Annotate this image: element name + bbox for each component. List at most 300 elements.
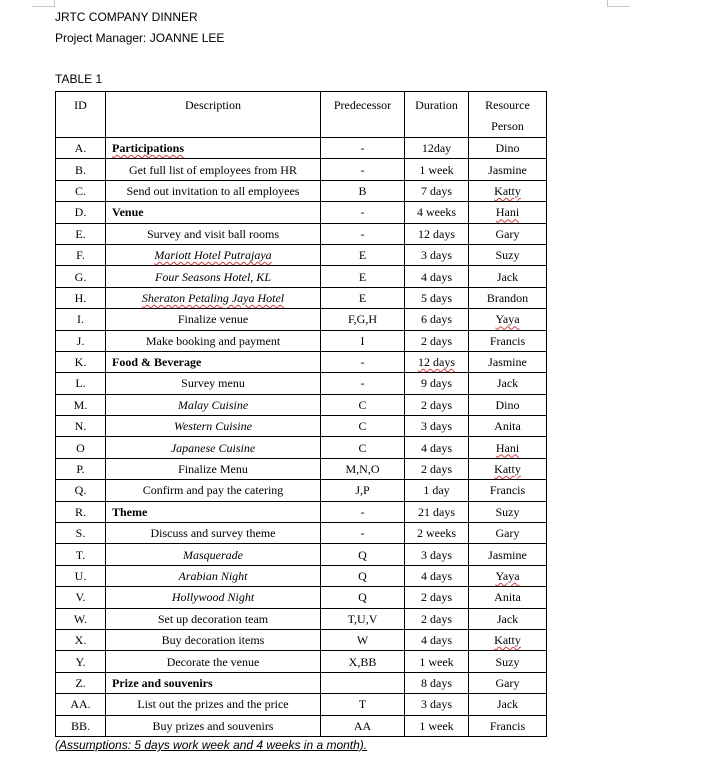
cell-description-text: Sheraton Petaling Jaya Hotel — [141, 290, 285, 305]
cell-resource-person — [469, 458, 547, 479]
cell-id-text: I. — [77, 312, 84, 327]
cell-duration — [405, 544, 469, 565]
cell-duration-text: 3 days — [421, 419, 452, 434]
col-header-description: Description — [106, 92, 321, 138]
schedule-table — [55, 91, 547, 737]
cell-predecessor-text: F,G,H — [347, 312, 378, 327]
cell-duration-text: 1 week — [419, 654, 454, 669]
cell-description — [106, 287, 321, 308]
cell-duration — [405, 244, 469, 265]
cell-predecessor — [321, 309, 405, 330]
cell-resource-person — [469, 202, 547, 223]
cell-description — [106, 202, 321, 223]
cell-resource-person-text: Yaya — [495, 312, 520, 327]
cell-id — [56, 180, 106, 201]
cell-duration — [405, 565, 469, 586]
cell-duration — [405, 715, 469, 736]
cell-duration-text: 7 days — [421, 183, 452, 198]
cell-predecessor-text: W — [356, 633, 369, 648]
cell-predecessor-text: E — [358, 269, 367, 284]
cell-resource-person-text: Hani — [495, 205, 520, 220]
cell-id — [56, 629, 106, 650]
cell-predecessor — [321, 587, 405, 608]
page-corner-mark-left — [32, 0, 55, 7]
cell-predecessor — [321, 458, 405, 479]
cell-predecessor — [321, 223, 405, 244]
cell-id-text: C. — [74, 183, 86, 198]
cell-description — [106, 672, 321, 693]
cell-description-text: Survey and visit ball rooms — [147, 226, 279, 241]
cell-duration — [405, 394, 469, 415]
cell-id — [56, 373, 106, 394]
cell-id — [56, 266, 106, 287]
cell-id — [56, 416, 106, 437]
table-row — [56, 651, 547, 672]
cell-description-text: Masquerade — [183, 547, 243, 562]
cell-description — [106, 480, 321, 501]
cell-id-text: D. — [74, 205, 87, 220]
cell-description — [106, 180, 321, 201]
cell-resource-person — [469, 480, 547, 501]
cell-description-text: Buy decoration items — [161, 633, 265, 648]
cell-duration-text: 8 days — [421, 675, 452, 690]
cell-duration-text: 12day — [421, 141, 452, 156]
cell-duration-text: 2 days — [421, 333, 452, 348]
cell-resource-person — [469, 715, 547, 736]
cell-duration-text: 2 days — [421, 611, 452, 626]
cell-id-text: P. — [76, 462, 85, 477]
cell-id — [56, 480, 106, 501]
cell-id-text: A. — [74, 141, 87, 156]
cell-description-text: Send out invitation to all employees — [126, 183, 300, 198]
cell-duration-text: 1 day — [423, 483, 450, 498]
cell-predecessor-text: E — [358, 290, 367, 305]
table-row — [56, 694, 547, 715]
cell-resource-person-text: Brandon — [486, 290, 529, 305]
cell-resource-person-text: Katty — [494, 633, 521, 648]
cell-resource-person-text: Jack — [496, 611, 519, 626]
cell-resource-person — [469, 501, 547, 522]
cell-description — [106, 458, 321, 479]
cell-duration — [405, 373, 469, 394]
cell-resource-person — [469, 694, 547, 715]
cell-description-text: Buy prizes and souvenirs — [152, 718, 274, 733]
cell-id — [56, 523, 106, 544]
table-row — [56, 373, 547, 394]
cell-predecessor-text: - — [360, 376, 365, 391]
cell-id — [56, 159, 106, 180]
cell-description-text: Finalize venue — [177, 312, 249, 327]
cell-description-text: Japanese Cuisine — [170, 440, 256, 455]
cell-duration — [405, 159, 469, 180]
cell-predecessor-text: AA — [353, 718, 372, 733]
cell-predecessor-text: X,BB — [348, 654, 377, 669]
cell-id — [56, 715, 106, 736]
cell-resource-person — [469, 223, 547, 244]
table-row — [56, 416, 547, 437]
cell-resource-person-text: Gary — [495, 675, 520, 690]
cell-duration — [405, 287, 469, 308]
cell-duration — [405, 416, 469, 437]
cell-resource-person-text: Yaya — [495, 569, 520, 583]
cell-id — [56, 394, 106, 415]
cell-description — [106, 715, 321, 736]
cell-predecessor — [321, 416, 405, 437]
cell-predecessor-text: J,P — [355, 483, 370, 498]
cell-description — [106, 651, 321, 672]
table-row — [56, 138, 547, 159]
cell-predecessor-text: C — [358, 397, 367, 412]
cell-duration — [405, 587, 469, 608]
cell-description-text: Mariott Hotel Putrajaya — [154, 248, 272, 263]
cell-description-text: Four Seasons Hotel, KL — [154, 269, 271, 284]
cell-id-text: T. — [75, 547, 86, 562]
table-header-row — [56, 92, 547, 138]
cell-duration-text: 21 days — [418, 504, 455, 519]
cell-resource-person-text: Dino — [495, 397, 520, 412]
cell-predecessor — [321, 565, 405, 586]
table-row — [56, 244, 547, 265]
col-header-predecessor: Predecessor — [321, 92, 405, 138]
table-row — [56, 394, 547, 415]
cell-resource-person-text: Jack — [496, 269, 519, 284]
cell-predecessor — [321, 608, 405, 629]
table-row — [56, 437, 547, 458]
cell-description-text: Prize and souvenirs — [112, 675, 213, 690]
cell-duration — [405, 672, 469, 693]
cell-predecessor — [321, 330, 405, 351]
cell-description — [106, 523, 321, 544]
cell-predecessor — [321, 394, 405, 415]
cell-predecessor — [321, 437, 405, 458]
cell-duration — [405, 458, 469, 479]
cell-duration-text: 1 week — [419, 718, 454, 733]
cell-predecessor — [321, 501, 405, 522]
cell-resource-person-text: Francis — [489, 718, 526, 733]
cell-description — [106, 501, 321, 522]
cell-description-text: Get full list of employees from HR — [129, 162, 297, 177]
cell-predecessor-text: I — [360, 333, 365, 348]
col-header-resource-person: Resource Person — [469, 92, 547, 138]
cell-resource-person-text: Katty — [494, 183, 521, 198]
cell-id — [56, 330, 106, 351]
cell-id-text: Y. — [75, 654, 86, 669]
table-row — [56, 480, 547, 501]
table-row — [56, 202, 547, 223]
cell-description — [106, 266, 321, 287]
cell-duration — [405, 501, 469, 522]
table-row — [56, 458, 547, 479]
cell-id-text: O — [76, 440, 85, 455]
cell-resource-person-text: Hani — [495, 440, 520, 455]
cell-description — [106, 437, 321, 458]
cell-duration-text: 4 days — [421, 633, 452, 648]
cell-description — [106, 694, 321, 715]
cell-resource-person — [469, 523, 547, 544]
table-label: TABLE 1 — [55, 72, 103, 86]
cell-resource-person — [469, 544, 547, 565]
cell-id — [56, 244, 106, 265]
cell-description — [106, 394, 321, 415]
cell-resource-person — [469, 244, 547, 265]
cell-id-text: F. — [76, 248, 85, 263]
cell-predecessor-text: Q — [358, 547, 367, 562]
cell-predecessor-text: - — [360, 526, 365, 541]
cell-resource-person — [469, 629, 547, 650]
cell-description-text: Theme — [112, 504, 148, 519]
cell-description-text: Hollywood Night — [171, 590, 255, 605]
cell-id-text: U. — [74, 569, 87, 583]
cell-duration-text: 2 days — [421, 462, 452, 477]
cell-predecessor-text: - — [360, 355, 365, 370]
document-title: JRTC COMPANY DINNER — [55, 10, 198, 24]
cell-predecessor — [321, 138, 405, 159]
cell-duration-text: 9 days — [421, 376, 452, 391]
cell-predecessor-text: T — [358, 697, 367, 712]
cell-duration-text: 4 days — [421, 269, 452, 284]
cell-predecessor-text: E — [358, 248, 367, 263]
table-row — [56, 266, 547, 287]
assumptions-note: (Assumptions: 5 days work week and 4 weeks in a month). — [55, 738, 368, 752]
cell-resource-person-text: Jasmine — [488, 355, 527, 370]
cell-predecessor-text: T,U,V — [347, 611, 378, 626]
cell-predecessor — [321, 373, 405, 394]
cell-duration — [405, 651, 469, 672]
cell-duration-text: 6 days — [421, 312, 452, 327]
cell-resource-person — [469, 266, 547, 287]
cell-resource-person-text: Suzy — [495, 248, 520, 263]
cell-id — [56, 587, 106, 608]
cell-duration-text: 3 days — [421, 547, 452, 562]
cell-id — [56, 694, 106, 715]
cell-duration — [405, 266, 469, 287]
cell-predecessor — [321, 480, 405, 501]
cell-description-text: Decorate the venue — [166, 654, 260, 669]
cell-resource-person-text: Gary — [495, 226, 520, 241]
cell-predecessor — [321, 672, 405, 693]
cell-duration — [405, 629, 469, 650]
cell-predecessor-text: C — [358, 419, 367, 434]
cell-resource-person — [469, 373, 547, 394]
cell-resource-person-text: Suzy — [495, 654, 520, 669]
cell-predecessor — [321, 629, 405, 650]
cell-description — [106, 587, 321, 608]
cell-predecessor — [321, 523, 405, 544]
cell-duration-text: 2 weeks — [417, 526, 456, 541]
cell-resource-person — [469, 437, 547, 458]
cell-predecessor-text: M,N,O — [345, 462, 380, 477]
cell-predecessor-text: - — [360, 205, 365, 220]
cell-predecessor-text: B — [358, 183, 367, 198]
cell-duration — [405, 523, 469, 544]
cell-resource-person — [469, 330, 547, 351]
cell-predecessor — [321, 351, 405, 372]
cell-resource-person — [469, 180, 547, 201]
cell-predecessor — [321, 544, 405, 565]
cell-id — [56, 309, 106, 330]
cell-predecessor — [321, 159, 405, 180]
cell-id — [56, 458, 106, 479]
cell-description-text: Finalize Menu — [178, 462, 248, 477]
cell-resource-person — [469, 394, 547, 415]
cell-description — [106, 544, 321, 565]
cell-duration — [405, 330, 469, 351]
table-row — [56, 223, 547, 244]
cell-duration — [405, 223, 469, 244]
cell-resource-person — [469, 565, 547, 586]
cell-duration-text: 4 days — [421, 440, 452, 455]
cell-description-text: Arabian Night — [178, 569, 248, 583]
table-row — [56, 608, 547, 629]
cell-predecessor — [321, 287, 405, 308]
table-row — [56, 501, 547, 522]
table-row — [56, 629, 547, 650]
cell-predecessor — [321, 651, 405, 672]
cell-duration-text: 4 days — [421, 569, 452, 583]
cell-id — [56, 544, 106, 565]
cell-description-text: Participations — [112, 141, 184, 156]
cell-id — [56, 351, 106, 372]
table-row — [56, 544, 547, 565]
table-row — [56, 309, 547, 330]
table-row — [56, 180, 547, 201]
cell-id-text: L. — [75, 376, 86, 391]
cell-description — [106, 416, 321, 437]
table-row — [56, 672, 547, 693]
cell-resource-person-text: Anita — [494, 419, 521, 434]
cell-resource-person-text: Francis — [489, 483, 526, 498]
cell-description — [106, 351, 321, 372]
cell-resource-person-text: Gary — [495, 526, 520, 541]
cell-id-text: Q. — [74, 483, 87, 498]
cell-description — [106, 223, 321, 244]
cell-duration — [405, 309, 469, 330]
col-header-duration: Duration — [405, 92, 469, 138]
table-row — [56, 715, 547, 736]
cell-description-text: Western Cuisine — [174, 419, 252, 434]
cell-description — [106, 330, 321, 351]
cell-resource-person — [469, 159, 547, 180]
cell-description — [106, 565, 321, 586]
cell-description-text: Venue — [112, 205, 144, 220]
cell-resource-person — [469, 351, 547, 372]
cell-predecessor-text: C — [358, 440, 367, 455]
cell-predecessor — [321, 715, 405, 736]
cell-duration — [405, 180, 469, 201]
cell-id-text: AA. — [70, 697, 91, 712]
cell-id-text: Z. — [75, 675, 86, 690]
cell-id — [56, 651, 106, 672]
cell-predecessor-text: - — [360, 141, 365, 156]
cell-description-text: Set up decoration team — [157, 611, 269, 626]
cell-id-text: X. — [74, 633, 87, 648]
cell-duration-text: 3 days — [421, 697, 452, 712]
cell-duration — [405, 694, 469, 715]
cell-predecessor-text: - — [360, 504, 365, 519]
cell-resource-person-text: Jasmine — [488, 547, 527, 562]
cell-duration-text: 12 days — [418, 226, 455, 241]
cell-description-text: Survey menu — [181, 376, 245, 391]
table-row — [56, 351, 547, 372]
cell-id — [56, 501, 106, 522]
cell-resource-person — [469, 651, 547, 672]
cell-predecessor — [321, 180, 405, 201]
cell-duration — [405, 437, 469, 458]
cell-description — [106, 159, 321, 180]
col-header-id: ID — [56, 92, 106, 138]
cell-description — [106, 138, 321, 159]
cell-duration-text: 3 days — [421, 248, 452, 263]
cell-predecessor — [321, 244, 405, 265]
cell-id-text: V. — [75, 590, 86, 605]
cell-predecessor-text: Q — [358, 569, 367, 583]
cell-id — [56, 565, 106, 586]
cell-id — [56, 223, 106, 244]
cell-duration — [405, 480, 469, 501]
cell-resource-person-text: Suzy — [495, 504, 520, 519]
cell-resource-person-text: Anita — [494, 590, 521, 605]
cell-resource-person-text: Jack — [496, 376, 519, 391]
cell-resource-person — [469, 138, 547, 159]
cell-duration-text: 2 days — [421, 397, 452, 412]
cell-duration-text: 1 week — [419, 162, 454, 177]
cell-id-text: G. — [74, 269, 87, 284]
cell-id — [56, 287, 106, 308]
cell-resource-person — [469, 608, 547, 629]
table-row — [56, 159, 547, 180]
table-row — [56, 587, 547, 608]
cell-duration — [405, 202, 469, 223]
cell-duration-text: 4 weeks — [417, 205, 456, 220]
cell-id-text: S. — [75, 526, 86, 541]
cell-resource-person-text: Dino — [495, 141, 520, 156]
cell-predecessor-text: Q — [358, 590, 367, 605]
project-manager-line: Project Manager: JOANNE LEE — [55, 31, 225, 45]
cell-description-text: Make booking and payment — [145, 333, 281, 348]
cell-description — [106, 309, 321, 330]
cell-resource-person — [469, 309, 547, 330]
cell-resource-person — [469, 287, 547, 308]
table-row — [56, 565, 547, 586]
cell-resource-person-text: Francis — [489, 333, 526, 348]
cell-id — [56, 437, 106, 458]
cell-resource-person — [469, 672, 547, 693]
cell-id-text: H. — [74, 290, 87, 305]
cell-description-text: List out the prizes and the price — [137, 697, 289, 712]
cell-predecessor — [321, 266, 405, 287]
cell-id-text: BB. — [70, 718, 90, 733]
cell-resource-person-text: Jasmine — [488, 162, 527, 177]
cell-description-text: Confirm and pay the catering — [142, 483, 284, 498]
cell-id-text: W. — [73, 611, 88, 626]
cell-id-text: R. — [74, 504, 86, 519]
cell-predecessor — [321, 202, 405, 223]
cell-id-text: J. — [76, 333, 85, 348]
cell-duration — [405, 351, 469, 372]
cell-resource-person — [469, 587, 547, 608]
cell-id — [56, 608, 106, 629]
cell-description-text: Malay Cuisine — [177, 397, 249, 412]
cell-duration-text: 5 days — [421, 290, 452, 305]
cell-id-text: E. — [75, 226, 86, 241]
cell-duration-text: 12 days — [418, 355, 455, 370]
cell-resource-person-text: Katty — [494, 462, 521, 477]
cell-resource-person-text: Jack — [496, 697, 519, 712]
cell-id — [56, 202, 106, 223]
cell-description — [106, 629, 321, 650]
cell-description — [106, 373, 321, 394]
cell-predecessor — [321, 694, 405, 715]
